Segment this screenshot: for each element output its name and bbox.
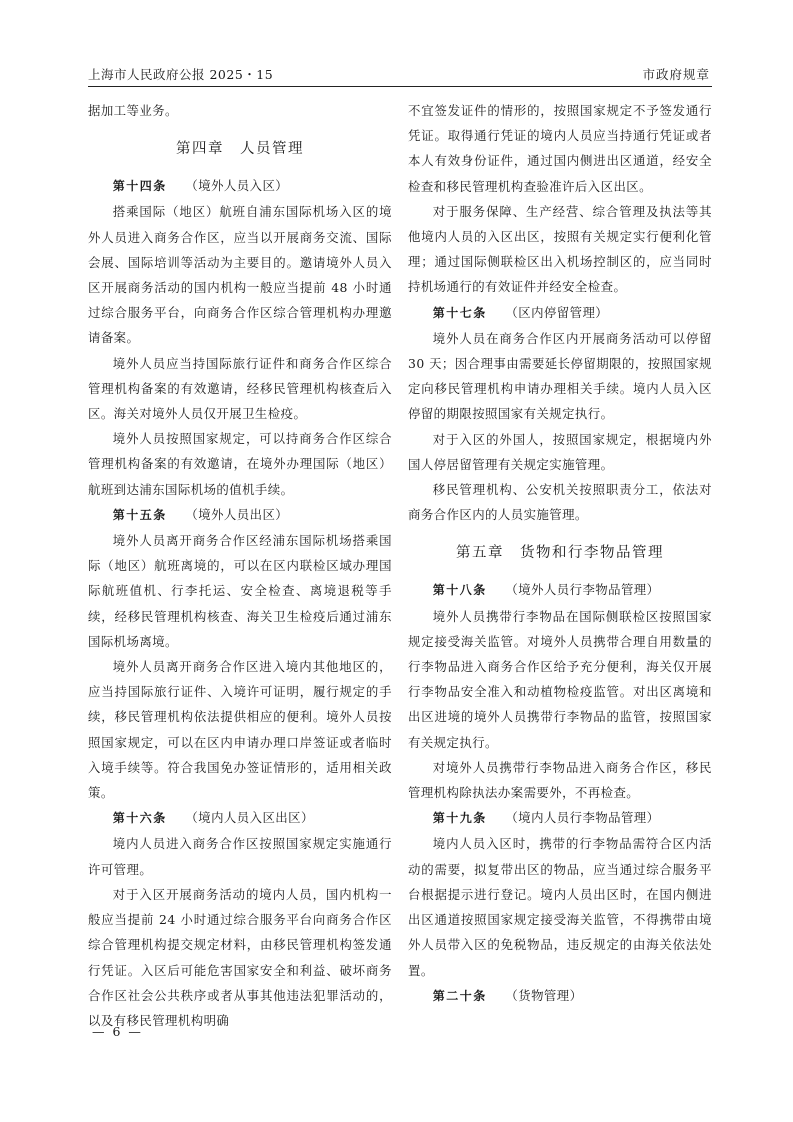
article-title: （境外人员入区）: [185, 178, 289, 194]
section-title: 市政府规章: [642, 67, 710, 82]
paragraph: 对于入区的外国人，按照国家规定，根据境内外国人停居留管理有关规定实施管理。: [408, 431, 712, 472]
paragraph: 境外人员携带行李物品在国际侧联检区按照国家规定接受海关监管。对境外人员携带合理自用数量的行李物品进入商务合作区给予充分便利，海关仅开展行李物品安全准入和动植物检疫监管。对出区离境和出区进境的境外人员携带行李物品的监管，按照国家有关规定执行。: [408, 608, 712, 750]
article-number: 第二十条: [432, 988, 487, 1003]
article-title: （区内停留管理）: [505, 304, 609, 320]
page-header: [88, 62, 712, 87]
paragraph: 境外人员离开商务合作区进入境内其他地区的，应当持国际旅行证件、入境许可证明，履行规定的手续，移民管理机构依法提供相应的便利。境外人员按照国家规定，可以在区内申请办理口岸签证或者临时入境手续等。符合我国免办签证情形的，适用相关政策。: [88, 659, 392, 801]
article-number: 第十七条: [432, 305, 487, 320]
article-heading: [408, 983, 712, 1009]
paragraph: 境外人员离开商务合作区经浦东国际机场搭乘国际（地区）航班离境的，可以在区内联检区域办理国际航班值机、行李托运、安全检查、离境退税等手续，经移民管理机构核查、海关卫生检疫后通过浦东国际机场离境。: [88, 533, 392, 649]
article-title: （境外人员行李物品管理）: [505, 582, 660, 598]
article-heading: [88, 502, 392, 528]
paragraph: 对于服务保障、生产经营、综合管理及执法等其他境内人员的入区出区，按照有关规定实行便利化管理；通过国际侧联检区出入机场控制区的，应当同时持机场通行的有效证件并经安全检查。: [408, 203, 712, 295]
article-number: 第十九条: [432, 811, 487, 826]
article-title: （境内人员入区出区）: [185, 810, 314, 826]
paragraph: 对于入区开展商务活动的境内人员，国内机构一般应当提前 24 小时通过综合服务平台向商务合作区综合管理机构提交规定材料，由移民管理机构签发通行凭证。入区后可能危害国家安全和利益、破坏商务合作区社会公共秩序或者从事其他违法犯罪活动的，以及有移民管理机构明确: [88, 886, 392, 1028]
paragraph: 境外人员按照国家规定，可以持商务合作区综合管理机构备案的有效邀请，在境外办理国际（地区）航班到达浦东国际机场的值机手续。: [88, 431, 392, 497]
article-title: （货物管理）: [505, 987, 583, 1003]
paragraph: 对境外人员携带行李物品进入商务合作区，移民管理机构除执法办案需要外，不再检查。: [408, 759, 712, 801]
article-heading: [88, 805, 392, 831]
article-heading: [408, 300, 712, 326]
paragraph: 据加工等业务。: [88, 103, 178, 118]
right-column: [408, 98, 712, 1009]
chapter-heading: 第四章 人员管理: [176, 141, 304, 158]
article-number: 第十六条: [112, 811, 167, 826]
article-heading: [408, 577, 712, 603]
left-column: [88, 98, 392, 1033]
paragraph: 境外人员应当持国际旅行证件和商务合作区综合管理机构备案的有效邀请，经移民管理机构核查后入区。海关对境外人员仅开展卫生检疫。: [88, 355, 392, 422]
paragraph: 搭乘国际（地区）航班自浦东国际机场入区的境外人员进入商务合作区，应当以开展商务交流、国际会展、国际培训等活动为主要目的。邀请境外人员入区开展商务活动的国内机构一般应当提前 48 小时通过综合服务平台，向商务合作区综合管理机构办理邀请备案。: [88, 204, 392, 346]
paragraph: 境内人员入区时，携带的行李物品需符合区内活动的需要，拟复带出区的物品，应当通过综合服务平台根据提示进行登记。境内人员出区时，在国内侧进出区通道按照国家规定接受海关监管，不得携带由境外人员带入区的免税物品，违反规定的由海关依法处置。: [408, 836, 712, 978]
paragraph: 境外人员在商务合作区内开展商务活动可以停留 30 天；因合理事由需要延长停留期限的，按照国家规定向移民管理机构申请办理相关手续。境内人员入区停留的期限按照国家有关规定执行。: [408, 330, 712, 422]
paragraph: 移民管理机构、公安机关按照职责分工，依法对商务合作区内的人员实施管理。: [408, 482, 712, 523]
article-title: （境外人员出区）: [185, 506, 289, 522]
article-title: （境内人员行李物品管理）: [505, 810, 660, 826]
page-number: — 6 —: [92, 1024, 143, 1039]
article-heading: [408, 805, 712, 831]
paragraph: 境内人员进入商务合作区按照国家规定实施通行许可管理。: [88, 836, 392, 877]
article-number: 第十八条: [432, 583, 487, 598]
article-number: 第十四条: [112, 179, 167, 194]
chapter-heading: 第五章 货物和行李物品管理: [456, 545, 664, 562]
paragraph: 不宜签发证件的情形的，按照国家规定不予签发通行凭证。取得通行凭证的境内人员应当持通行凭证或者本人有效身份证件，通过国内侧进出区通道，经安全检查和移民管理机构查验准许后入区出区。: [408, 103, 712, 194]
publication-title: 上海市人民政府公报 2025・15: [88, 67, 274, 82]
article-heading: [88, 173, 392, 199]
article-number: 第十五条: [112, 507, 167, 522]
